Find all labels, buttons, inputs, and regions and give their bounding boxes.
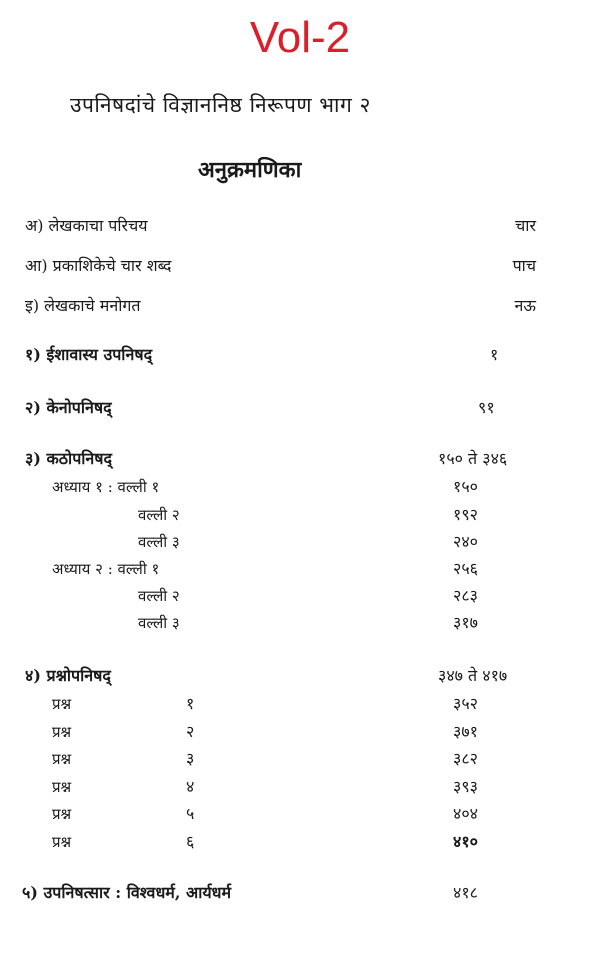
toc-entry-label: इ) लेखकाचे मनोगत [25,296,141,315]
toc-entry-label: ५) उपनिषत्सार : विश्वधर्म, आर्यधर्म [22,883,232,902]
toc-entry [0,342,600,368]
toc-subentry [0,474,600,500]
toc-entry-page: ३९३ [453,777,478,796]
toc-entry-page: १ [490,345,499,364]
toc-entry-page: ३५२ [453,694,478,713]
toc-entry-page: चार [515,216,536,235]
question-number: ४ [186,777,195,796]
toc-subentry [0,746,600,772]
toc-entry-label: वल्ली ३ [138,614,180,632]
question-number: २ [186,722,195,741]
toc-entry-label: वल्ली २ [138,587,180,605]
toc-entry-label: आ) प्रकाशिकेचे चार शब्द [25,256,172,275]
toc-subentry [0,502,600,528]
toc-entry-page: ४१० [453,832,478,851]
question-number: ५ [186,804,195,823]
toc-entry-label: वल्ली ३ [138,533,180,551]
toc-entry-page: ३८२ [453,749,478,768]
toc-entry-page: ३४७ ते ४१७ [438,666,508,685]
toc-entry-label: ३) कठोपनिषद् [25,449,113,468]
toc-subentry [0,691,600,717]
toc-entry [0,253,600,279]
toc-entry-page: पाच [512,256,536,275]
question-number: ६ [186,832,195,851]
toc-entry-label: अध्याय २ : वल्ली १ [52,560,160,578]
toc-subentry [0,719,600,745]
toc-entry-page: १५० ते ३४६ [438,449,508,468]
toc-subentry [0,556,600,582]
toc-entry [0,880,600,906]
volume-label: Vol-2 [249,13,351,62]
toc-entry-page: २८३ [453,586,478,605]
toc-entry-page: ९१ [478,398,495,417]
toc-entry-page: १५० [453,477,478,496]
toc-entry-label: अध्याय १ : वल्ली १ [52,478,160,496]
toc-entry-page: ३१७ [453,613,478,632]
question-number: ३ [186,749,195,768]
toc-subentry [0,774,600,800]
toc-entry-page: १९२ [453,505,478,524]
toc-entry-label: प्रश्न [52,750,72,768]
toc-entry [0,213,600,239]
toc-entry-label: प्रश्न [52,723,72,741]
toc-entry-page: ३७१ [453,722,478,741]
toc-entry-label: प्रश्न [52,833,72,851]
toc-entry-label: प्रश्न [52,695,72,713]
toc-heading: अनुक्रमणिका [198,157,302,183]
toc-entry [0,446,600,472]
toc-entry-label: अ) लेखकाचा परिचय [25,216,148,235]
toc-entry-page: २५६ [453,559,478,578]
question-number: १ [186,694,195,713]
toc-entry-label: २) केनोपनिषद् [25,398,112,417]
toc-entry-label: वल्ली २ [138,506,180,524]
toc-subentry [0,829,600,855]
toc-entry-page: नऊ [514,296,536,315]
toc-entry-page: ४१८ [453,883,478,902]
toc-entry-label: प्रश्न [52,778,72,796]
toc-subentry [0,610,600,636]
toc-entry [0,293,600,319]
toc-entry-label: ४) प्रश्नोपनिषद् [25,666,111,685]
toc-subentry [0,583,600,609]
toc-entry-page: २४० [453,532,478,551]
toc-entry-label: १) ईशावास्य उपनिषद् [25,345,153,364]
toc-subentry [0,529,600,555]
toc-entry [0,395,600,421]
toc-entry-label: प्रश्न [52,805,72,823]
toc-subentry [0,801,600,827]
toc-entry [0,663,600,689]
book-title: उपनिषदांचे विज्ञाननिष्ठ निरूपण भाग २ [70,93,371,117]
toc-entry-page: ४०४ [453,804,478,823]
